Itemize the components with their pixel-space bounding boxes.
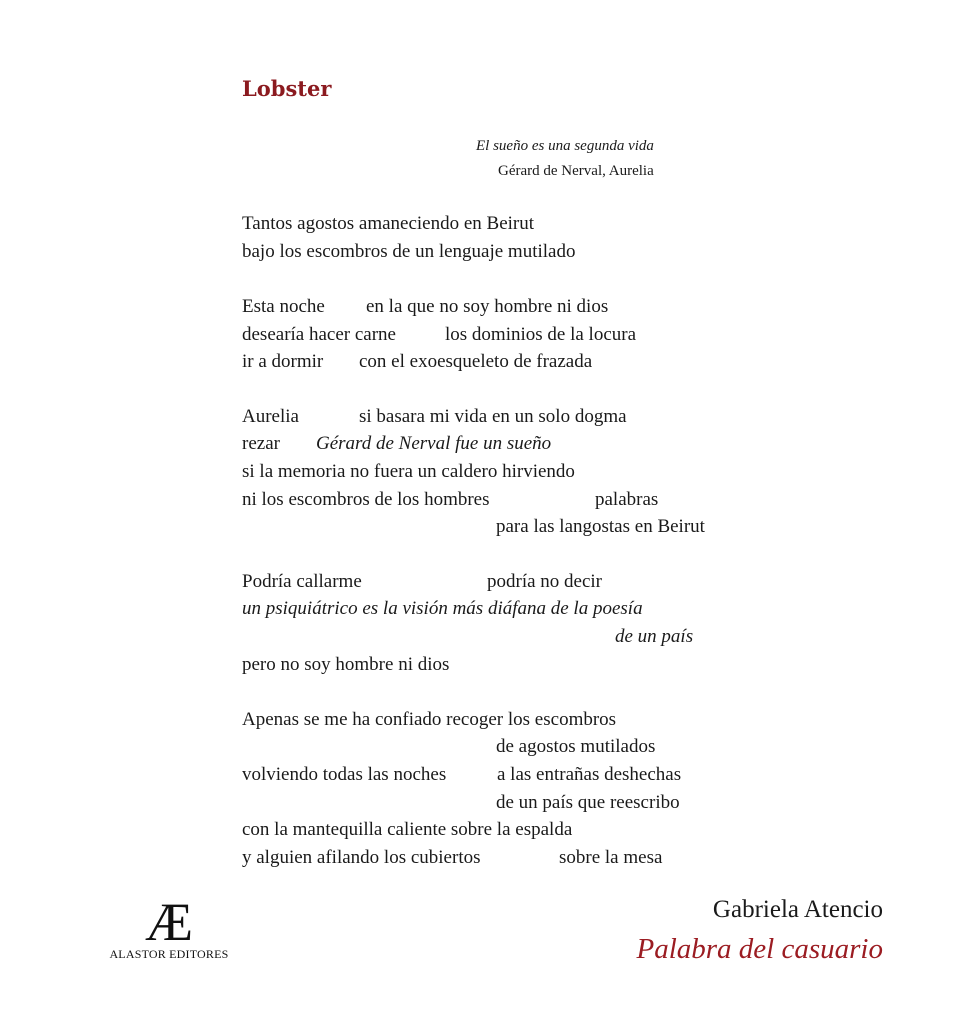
poem-line: podría no decir bbox=[487, 571, 603, 592]
poem-line: ni los escombros de los hombres bbox=[242, 489, 490, 510]
poem-line: de un país que reescribo bbox=[496, 792, 680, 813]
poem-line: desearía hacer carne bbox=[242, 324, 396, 345]
author-name: Gabriela Atencio bbox=[712, 896, 883, 923]
epigraph-source: Gérard de Nerval, Aurelia bbox=[498, 163, 654, 179]
poem-line: a las entrañas deshechas bbox=[497, 764, 682, 785]
publisher-logo bbox=[107, 892, 231, 962]
poem-line: rezar bbox=[242, 433, 280, 454]
poem-line: con la mantequilla caliente sobre la espalda bbox=[242, 819, 573, 840]
poem-line: Gérard de Nerval fue un sueño bbox=[316, 433, 552, 454]
poem-line: palabras bbox=[595, 489, 659, 510]
poem-line: los dominios de la locura bbox=[445, 324, 637, 345]
poem-line: con el exoesqueleto de frazada bbox=[359, 351, 593, 372]
poem-line: Esta noche bbox=[242, 296, 325, 317]
publisher-name: ALASTOR EDITORES bbox=[109, 947, 229, 961]
epigraph bbox=[476, 134, 654, 184]
poem-line: un psiquiátrico es la visión más diáfana de la poesía bbox=[242, 598, 643, 619]
poem-line: en la que no soy hombre ni dios bbox=[366, 296, 609, 317]
poem-line: si basara mi vida en un solo dogma bbox=[359, 406, 627, 427]
publisher-mark: Æ bbox=[144, 892, 193, 952]
book-title: Palabra del casuario bbox=[636, 933, 883, 965]
poem-title: Lobster bbox=[242, 76, 332, 101]
poem-line: de agostos mutilados bbox=[496, 736, 656, 757]
poem-line: de un país bbox=[615, 626, 694, 647]
poem-line: sobre la mesa bbox=[559, 847, 663, 868]
epigraph-quote: El sueño es una segunda vida bbox=[476, 138, 654, 154]
poem-line: Apenas se me ha confiado recoger los escombros bbox=[242, 709, 617, 730]
poem-line: Podría callarme bbox=[242, 571, 362, 592]
poem-line: volviendo todas las noches bbox=[242, 764, 447, 785]
poem-line: pero no soy hombre ni dios bbox=[242, 654, 450, 675]
poem-line: si la memoria no fuera un caldero hirviendo bbox=[242, 461, 575, 482]
poem-line: y alguien afilando los cubiertos bbox=[242, 847, 481, 868]
poem-line: ir a dormir bbox=[242, 351, 324, 372]
poem-line: Tantos agostos amaneciendo en Beirut bbox=[242, 213, 535, 234]
poem-line: Aurelia bbox=[242, 406, 299, 427]
poem-line: bajo los escombros de un lenguaje mutilado bbox=[242, 241, 576, 262]
poem-line: para las langostas en Beirut bbox=[496, 516, 705, 537]
